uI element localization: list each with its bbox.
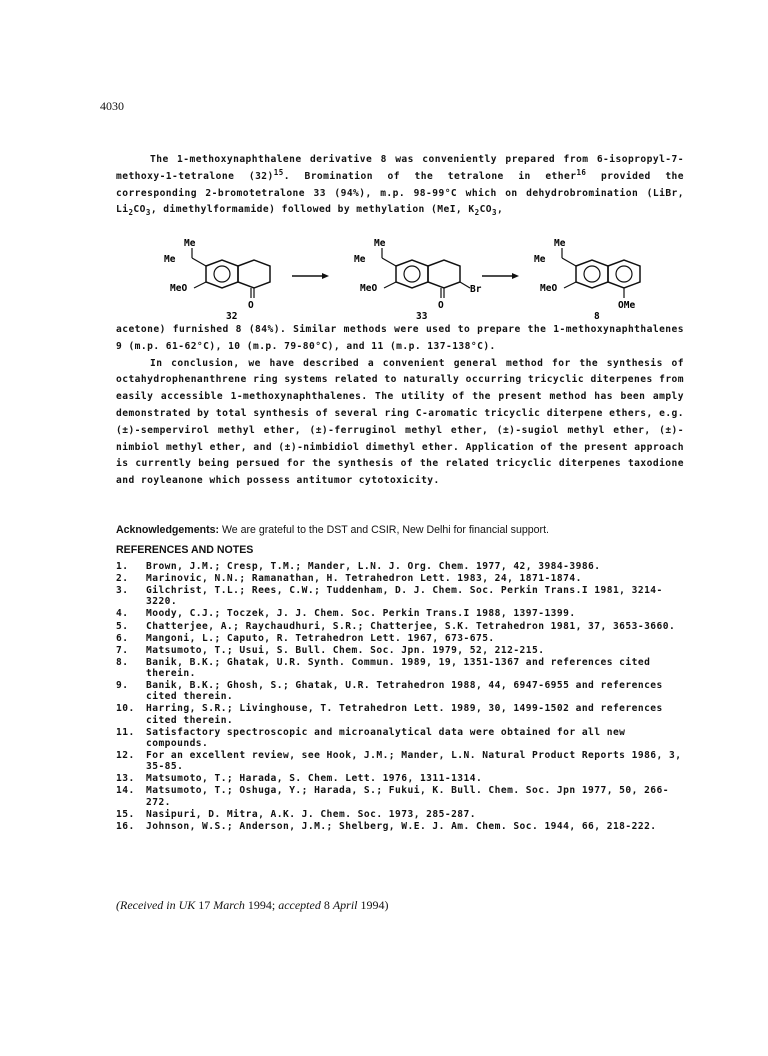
paragraph-segment: CO [479, 204, 493, 216]
reference-item [116, 809, 684, 820]
compound-8-number: 8 [594, 311, 600, 322]
footnote-marker: 16 [576, 167, 587, 177]
body-paragraph-2-text: acetone) furnished 8 (84%). Similar methods were used to prepare the 1-methoxynaphthalenes 9 (m.p. 61-62°C), 10 (m.p. 79-80°C), and 11 (m.p. 137-138°C). [116, 324, 684, 352]
reference-number: 13. [116, 773, 135, 785]
compound-8-structure [534, 238, 640, 322]
reference-item [116, 585, 684, 607]
compound-32-side-me: Me [164, 254, 176, 265]
received-part: 8 [320, 898, 333, 912]
compound-8-side-me: Me [534, 254, 546, 265]
reference-item [116, 657, 684, 679]
reference-text: Gilchrist, T.L.; Rees, C.W.; Tuddenham, D. J. Chem. Soc. Perkin Trans.I 1981, 3214-3220. [146, 585, 663, 608]
received-part: 17 [198, 898, 214, 912]
reference-number: 4. [116, 608, 129, 620]
reference-number: 1. [116, 561, 129, 572]
reference-number: 11. [116, 726, 135, 738]
paragraph-segment: CO [133, 204, 146, 216]
compound-8-meo: MeO [540, 283, 558, 294]
received-part: (Received in UK [116, 898, 199, 912]
reference-item [116, 561, 684, 572]
reference-text: Satisfactory spectroscopic and microanalytical data were obtained for all new compounds. [146, 726, 626, 749]
compound-32-number: 32 [226, 311, 238, 322]
reference-item [116, 727, 684, 749]
body-paragraph-1 [116, 152, 684, 219]
received-part: 1994) [357, 898, 389, 912]
reference-text: Matsumoto, T.; Harada, S. Chem. Lett. 1976, 1311-1314. [146, 773, 483, 785]
compound-33-carbonyl: O [438, 300, 444, 311]
reference-text: Marinovic, N.N.; Ramanathan, H. Tetrahedron Lett. 1983, 24, 1871-1874. [146, 573, 582, 585]
reference-text: Brown, J.M.; Cresp, T.M.; Mander, L.N. J. Org. Chem. 1977, 42, 3984-3986. [146, 561, 601, 572]
reference-number: 14. [116, 785, 135, 797]
received-part: accepted [278, 898, 321, 912]
compound-32-meo: MeO [170, 283, 188, 294]
reference-text: Matsumoto, T.; Oshuga, Y.; Harada, S.; Fukui, K. Bull. Chem. Soc. Jpn 1977, 50, 266-272. [146, 785, 669, 808]
reference-number: 3. [116, 585, 129, 597]
page-number: 4030 [100, 99, 124, 113]
reference-item [116, 645, 684, 656]
reference-item [116, 750, 684, 772]
compound-33-br: Br [470, 284, 482, 295]
reference-item [116, 680, 684, 702]
reference-text: Harring, S.R.; Livinghouse, T. Tetrahedron Lett. 1989, 30, 1499-1502 and references cited therein. [146, 703, 663, 726]
received-line [116, 898, 389, 913]
reference-text: Banik, B.K.; Ghosh, S.; Ghatak, U.R. Tetrahedron 1988, 44, 6947-6955 and references cited therein. [146, 680, 663, 703]
reference-item [116, 785, 684, 807]
reference-item [116, 608, 684, 619]
reference-number: 8. [116, 656, 129, 668]
paragraph-segment: The 1-methoxynaphthalene derivative 8 was conveniently prepared from 6-isopropyl-7-methoxy-1-tetralone (32) [116, 154, 684, 182]
reference-text: Matsumoto, T.; Usui, S. Bull. Chem. Soc. Jpn. 1979, 52, 212-215. [146, 644, 545, 656]
acknowledgements-text: We are grateful to the DST and CSIR, New Delhi for financial support. [219, 524, 549, 536]
compound-33-meo: MeO [360, 283, 378, 294]
reference-number: 16. [116, 820, 135, 832]
reference-item [116, 633, 684, 644]
reference-item [116, 773, 684, 784]
reference-text: Nasipuri, D. Mitra, A.K. J. Chem. Soc. 1973, 285-287. [146, 808, 476, 820]
subscript: 2 [128, 208, 134, 218]
reference-text: Banik, B.K.; Ghatak, U.R. Synth. Commun. 1989, 19, 1351-1367 and references cited therein. [146, 656, 651, 680]
reference-number: 7. [116, 644, 129, 656]
compound-32-carbonyl: O [248, 300, 254, 311]
reference-number: 2. [116, 573, 129, 585]
footnote-marker: 15 [273, 167, 284, 177]
subscript: 2 [474, 208, 480, 218]
compound-8-ome: OMe [618, 300, 636, 311]
reference-number: 10. [116, 703, 135, 715]
reaction-scheme [140, 238, 660, 322]
compound-32-top-me: Me [184, 238, 196, 249]
paragraph-segment: provided the corresponding 2-bromotetralone 33 (94%), m.p. 98-99°C which on dehydrobromination (LiBr, Li [116, 170, 684, 216]
reference-text: Moody, C.J.; Toczek, J. J. Chem. Soc. Perkin Trans.I 1988, 1397-1399. [146, 608, 576, 620]
compound-33-side-me: Me [354, 254, 366, 265]
arrow-2-head [512, 273, 519, 279]
acknowledgements [116, 524, 549, 536]
paragraph-segment: , dimethylformamide) followed by methylation (MeI, K [150, 204, 475, 216]
reference-text: Mangoni, L.; Caputo, R. Tetrahedron Lett. 1967, 673-675. [146, 632, 495, 644]
references-heading: REFERENCES AND NOTES [116, 544, 254, 556]
received-part: April [332, 898, 358, 912]
compound-33-structure [354, 238, 482, 322]
compound-32-structure [164, 238, 270, 322]
received-part: 1994; [244, 898, 279, 912]
subscript: 3 [145, 208, 151, 218]
reference-item [116, 703, 684, 725]
received-part: March [213, 898, 245, 912]
reference-number: 5. [116, 620, 129, 632]
compound-33-top-me: Me [374, 238, 386, 249]
compound-33-number: 33 [416, 311, 428, 322]
reference-number: 12. [116, 750, 135, 762]
reference-number: 6. [116, 632, 129, 644]
reference-number: 9. [116, 680, 129, 692]
reference-item [116, 573, 684, 584]
acknowledgements-heading: Acknowledgements: [116, 524, 220, 536]
reference-text: For an excellent review, see Hook, J.M.; Mander, L.N. Natural Product Reports 1986, 3, 35-85. [146, 750, 682, 773]
compound-8-top-me: Me [554, 238, 566, 249]
subscript: 3 [492, 208, 497, 218]
reference-number: 15. [116, 808, 135, 820]
paragraph-segment: , [496, 204, 504, 216]
body-paragraph-2 [116, 322, 684, 490]
reference-text: Chatterjee, A.; Raychaudhuri, S.R.; Chatterjee, S.K. Tetrahedron 1981, 37, 3653-3660. [146, 620, 676, 632]
references-list [116, 561, 684, 833]
reference-text: Johnson, W.S.; Anderson, J.M.; Shelberg, W.E. J. Am. Chem. Soc. 1944, 66, 218-222. [146, 820, 657, 832]
paragraph-segment: . Bromination of the tetralone in ether [283, 170, 577, 182]
arrow-1-head [322, 273, 329, 279]
reference-item [116, 621, 684, 632]
reference-item [116, 821, 684, 832]
body-paragraph-3-text: In conclusion, we have described a convenient general method for the synthesis of octahydrophenanthrene ring systems related to naturally occurring tricyclic diterpenes from easily accessible 1-methoxynaphthalenes. The utility of the present method has been amply demonstrated by total synthesis of several ring C-aromatic tricyclic diterpene ethers, e.g. (±)-sempervirol methyl ether, (±)-ferruginol methyl ether, (±)-sugiol methyl ether, (±)-nimbiol methyl ether, and (±)-nimbidiol dimethyl ether. Application of the present approach is currently being persued for the synthesis of the related tricyclic diterpenes taxodione and royleanone which possess antitumor cytotoxicity. [116, 357, 684, 487]
